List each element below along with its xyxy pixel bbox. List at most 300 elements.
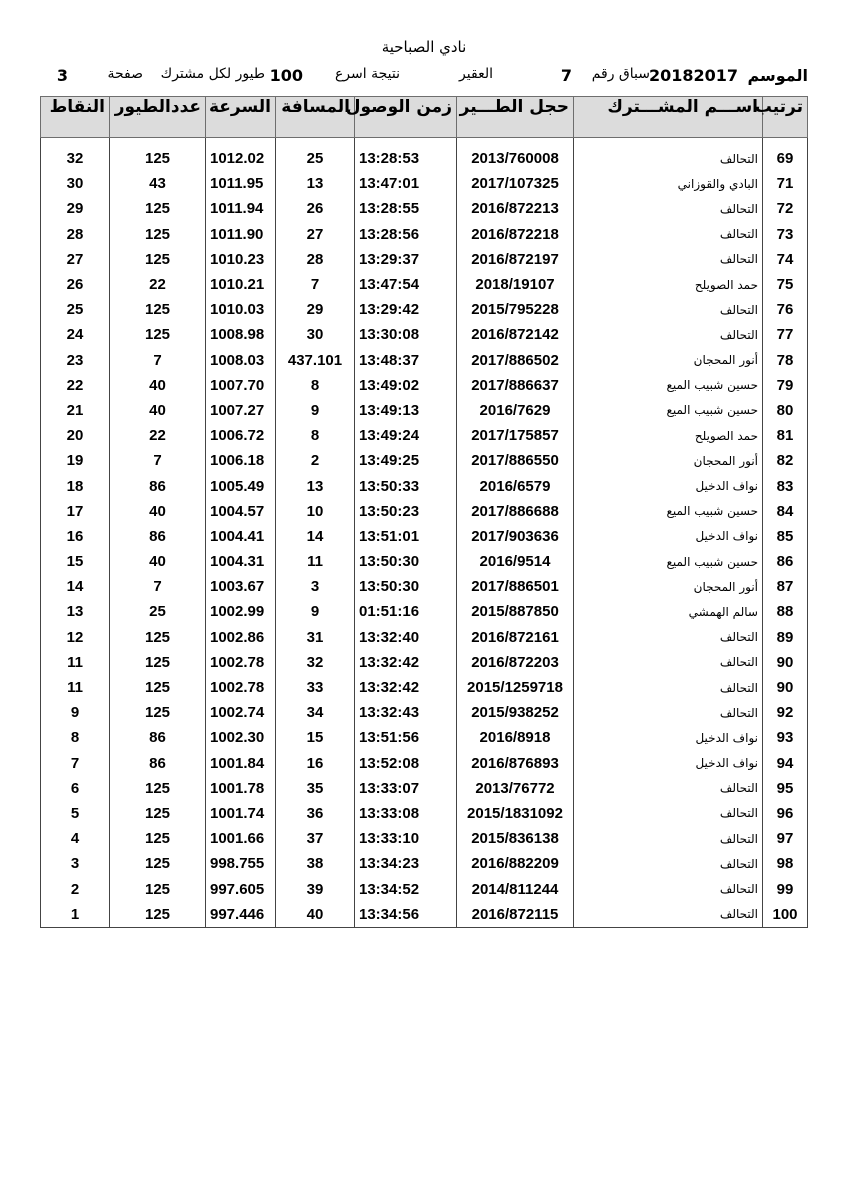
cell-birds: 125	[110, 222, 206, 247]
cell-speed: 1001.84	[206, 751, 276, 776]
table-row	[41, 876, 808, 901]
cell-arrival: 13:50:23	[355, 499, 457, 524]
table-row	[41, 574, 808, 599]
cell-name: حسين شبيب الميع	[574, 398, 763, 423]
cell-arrival: 13:50:33	[355, 473, 457, 498]
cell-birds: 86	[110, 524, 206, 549]
cell-name: التحالف	[574, 297, 763, 322]
cell-name: التحالف	[574, 146, 763, 171]
cell-name: أنور المحجان	[574, 574, 763, 599]
cell-name: حسين شبيب الميع	[574, 373, 763, 398]
cell-rank: 74	[763, 247, 808, 272]
table-row	[41, 448, 808, 473]
table-row	[41, 373, 808, 398]
season-value: 20182017	[648, 66, 738, 85]
cell-distance: 34	[276, 700, 355, 725]
cell-speed: 1001.66	[206, 826, 276, 851]
cell-speed: 1010.21	[206, 272, 276, 297]
cell-points: 25	[41, 297, 110, 322]
cell-ring: 2015/938252	[457, 700, 574, 725]
cell-ring: 2015/1259718	[457, 675, 574, 700]
table-row	[41, 398, 808, 423]
cell-rank: 87	[763, 574, 808, 599]
cell-speed: 1011.95	[206, 171, 276, 196]
cell-speed: 1002.78	[206, 675, 276, 700]
cell-name: حسين شبيب الميع	[574, 499, 763, 524]
cell-distance: 26	[276, 196, 355, 221]
table-row	[41, 650, 808, 675]
cell-name: التحالف	[574, 247, 763, 272]
cell-rank: 99	[763, 876, 808, 901]
cell-ring: 2013/760008	[457, 146, 574, 171]
cell-arrival: 13:47:54	[355, 272, 457, 297]
cell-arrival: 13:34:52	[355, 876, 457, 901]
cell-name: التحالف	[574, 196, 763, 221]
cell-speed: 1004.41	[206, 524, 276, 549]
cell-ring: 2017/886550	[457, 448, 574, 473]
cell-arrival: 13:34:56	[355, 902, 457, 928]
cell-name: التحالف	[574, 902, 763, 928]
cell-name: التحالف	[574, 851, 763, 876]
cell-name: أنور المحجان	[574, 448, 763, 473]
cell-rank: 95	[763, 776, 808, 801]
cell-birds: 125	[110, 776, 206, 801]
cell-speed: 1002.86	[206, 625, 276, 650]
cell-name: التحالف	[574, 776, 763, 801]
cell-ring: 2016/882209	[457, 851, 574, 876]
cell-distance: 38	[276, 851, 355, 876]
cell-points: 16	[41, 524, 110, 549]
cell-rank: 79	[763, 373, 808, 398]
cell-distance: 11	[276, 549, 355, 574]
table-row	[41, 700, 808, 725]
cell-speed: 1001.78	[206, 776, 276, 801]
cell-points: 22	[41, 373, 110, 398]
table-row	[41, 776, 808, 801]
table-row	[41, 549, 808, 574]
club-title: نادي الصباحية	[381, 38, 467, 56]
cell-points: 17	[41, 499, 110, 524]
cell-distance: 32	[276, 650, 355, 675]
cell-rank: 81	[763, 423, 808, 448]
table-row	[41, 902, 808, 928]
cell-rank: 98	[763, 851, 808, 876]
table-row	[41, 171, 808, 196]
cell-arrival: 13:52:08	[355, 751, 457, 776]
cell-points: 15	[41, 549, 110, 574]
cell-distance: 15	[276, 725, 355, 750]
cell-speed: 1008.03	[206, 348, 276, 373]
cell-speed: 997.605	[206, 876, 276, 901]
col-arrival-header: زمن الوصول	[355, 97, 457, 138]
cell-birds: 125	[110, 650, 206, 675]
cell-distance: 36	[276, 801, 355, 826]
table-row	[41, 322, 808, 347]
cell-points: 11	[41, 675, 110, 700]
cell-birds: 125	[110, 851, 206, 876]
cell-speed: 1002.78	[206, 650, 276, 675]
cell-rank: 94	[763, 751, 808, 776]
cell-speed: 1011.90	[206, 222, 276, 247]
cell-ring: 2014/811244	[457, 876, 574, 901]
cell-arrival: 13:49:02	[355, 373, 457, 398]
table-row	[41, 599, 808, 624]
cell-birds: 40	[110, 398, 206, 423]
table-row	[41, 222, 808, 247]
cell-speed: 997.446	[206, 902, 276, 928]
cell-birds: 125	[110, 247, 206, 272]
cell-birds: 125	[110, 902, 206, 928]
col-ring-header: حجل الطـــير	[457, 97, 574, 138]
cell-name: حسين شبيب الميع	[574, 549, 763, 574]
cell-speed: 1001.74	[206, 801, 276, 826]
cell-rank: 69	[763, 146, 808, 171]
cell-name: حمد الصويلح	[574, 423, 763, 448]
table-row	[41, 247, 808, 272]
cell-speed: 1011.94	[206, 196, 276, 221]
cell-ring: 2017/886688	[457, 499, 574, 524]
cell-distance: 31	[276, 625, 355, 650]
cell-name: نواف الدخيل	[574, 751, 763, 776]
cell-speed: 1007.70	[206, 373, 276, 398]
cell-birds: 125	[110, 826, 206, 851]
cell-ring: 2016/876893	[457, 751, 574, 776]
cell-speed: 1008.98	[206, 322, 276, 347]
cell-arrival: 13:29:37	[355, 247, 457, 272]
cell-ring: 2016/872218	[457, 222, 574, 247]
cell-birds: 86	[110, 473, 206, 498]
cell-distance: 40	[276, 902, 355, 928]
cell-rank: 71	[763, 171, 808, 196]
cell-birds: 22	[110, 423, 206, 448]
table-row	[41, 826, 808, 851]
cell-name: التحالف	[574, 322, 763, 347]
cell-name: التحالف	[574, 826, 763, 851]
cell-points: 12	[41, 625, 110, 650]
cell-ring: 2016/9514	[457, 549, 574, 574]
cell-arrival: 01:51:16	[355, 599, 457, 624]
cell-birds: 7	[110, 448, 206, 473]
cell-arrival: 13:51:56	[355, 725, 457, 750]
cell-points: 18	[41, 473, 110, 498]
cell-points: 3	[41, 851, 110, 876]
cell-ring: 2017/886637	[457, 373, 574, 398]
cell-speed: 1007.27	[206, 398, 276, 423]
cell-distance: 2	[276, 448, 355, 473]
cell-birds: 40	[110, 499, 206, 524]
cell-distance: 27	[276, 222, 355, 247]
cell-arrival: 13:33:07	[355, 776, 457, 801]
cell-speed: 1002.99	[206, 599, 276, 624]
table-row	[41, 297, 808, 322]
cell-distance: 437.101	[276, 348, 355, 373]
table-row	[41, 675, 808, 700]
cell-ring: 2016/8918	[457, 725, 574, 750]
cell-speed: 1002.74	[206, 700, 276, 725]
cell-ring: 2016/872142	[457, 322, 574, 347]
cell-name: التحالف	[574, 675, 763, 700]
cell-birds: 125	[110, 146, 206, 171]
cell-distance: 30	[276, 322, 355, 347]
table-row	[41, 625, 808, 650]
cell-points: 30	[41, 171, 110, 196]
cell-arrival: 13:48:37	[355, 348, 457, 373]
table-row	[41, 423, 808, 448]
cell-rank: 93	[763, 725, 808, 750]
cell-points: 13	[41, 599, 110, 624]
cell-distance: 37	[276, 826, 355, 851]
cell-rank: 88	[763, 599, 808, 624]
cell-ring: 2015/795228	[457, 297, 574, 322]
table-row	[41, 851, 808, 876]
cell-points: 9	[41, 700, 110, 725]
cell-points: 26	[41, 272, 110, 297]
cell-rank: 86	[763, 549, 808, 574]
cell-ring: 2016/6579	[457, 473, 574, 498]
cell-birds: 7	[110, 348, 206, 373]
cell-arrival: 13:29:42	[355, 297, 457, 322]
cell-rank: 90	[763, 675, 808, 700]
cell-arrival: 13:32:43	[355, 700, 457, 725]
cell-ring: 2016/872203	[457, 650, 574, 675]
cell-arrival: 13:28:55	[355, 196, 457, 221]
cell-arrival: 13:49:13	[355, 398, 457, 423]
cell-rank: 77	[763, 322, 808, 347]
cell-ring: 2015/836138	[457, 826, 574, 851]
cell-rank: 84	[763, 499, 808, 524]
cell-birds: 40	[110, 549, 206, 574]
cell-name: سالم الهمشي	[574, 599, 763, 624]
cell-name: أنور المحجان	[574, 348, 763, 373]
cell-speed: 1005.49	[206, 473, 276, 498]
page-label: صفحة	[107, 66, 143, 82]
cell-arrival: 13:28:56	[355, 222, 457, 247]
cell-rank: 92	[763, 700, 808, 725]
cell-rank: 83	[763, 473, 808, 498]
cell-name: التحالف	[574, 876, 763, 901]
cell-birds: 125	[110, 700, 206, 725]
cell-birds: 125	[110, 876, 206, 901]
cell-rank: 97	[763, 826, 808, 851]
cell-arrival: 13:32:42	[355, 650, 457, 675]
cell-speed: 1010.23	[206, 247, 276, 272]
cell-name: التحالف	[574, 222, 763, 247]
cell-speed: 1002.30	[206, 725, 276, 750]
cell-points: 24	[41, 322, 110, 347]
cell-points: 6	[41, 776, 110, 801]
col-speed-header: السرعة	[206, 97, 276, 138]
cell-speed: 998.755	[206, 851, 276, 876]
cell-points: 14	[41, 574, 110, 599]
cell-points: 19	[41, 448, 110, 473]
table-row	[41, 348, 808, 373]
race-info-line	[40, 66, 808, 92]
cell-birds: 125	[110, 801, 206, 826]
cell-birds: 43	[110, 171, 206, 196]
cell-distance: 10	[276, 499, 355, 524]
cell-points: 7	[41, 751, 110, 776]
cell-name: حمد الصويلح	[574, 272, 763, 297]
cell-distance: 29	[276, 297, 355, 322]
cell-points: 20	[41, 423, 110, 448]
cell-rank: 78	[763, 348, 808, 373]
cell-birds: 7	[110, 574, 206, 599]
table-row	[41, 473, 808, 498]
cell-name: التحالف	[574, 700, 763, 725]
cell-rank: 76	[763, 297, 808, 322]
table-row	[41, 196, 808, 221]
results-body	[41, 138, 808, 928]
cell-arrival: 13:32:40	[355, 625, 457, 650]
cell-distance: 7	[276, 272, 355, 297]
cell-arrival: 13:34:23	[355, 851, 457, 876]
cell-arrival: 13:33:10	[355, 826, 457, 851]
cell-birds: 125	[110, 625, 206, 650]
cell-ring: 2016/872161	[457, 625, 574, 650]
cell-ring: 2018/19107	[457, 272, 574, 297]
cell-distance: 14	[276, 524, 355, 549]
cell-points: 4	[41, 826, 110, 851]
cell-distance: 28	[276, 247, 355, 272]
cell-arrival: 13:33:08	[355, 801, 457, 826]
cell-birds: 125	[110, 322, 206, 347]
cell-name: نواف الدخيل	[574, 473, 763, 498]
cell-ring: 2017/903636	[457, 524, 574, 549]
cell-name: البادي والقوزاني	[574, 171, 763, 196]
cell-points: 11	[41, 650, 110, 675]
cell-distance: 35	[276, 776, 355, 801]
col-points-header: النقاط	[41, 97, 110, 138]
per-member-label: طيور لكل مشترك	[160, 66, 265, 82]
fastest-count: 100	[269, 66, 303, 85]
table-row	[41, 272, 808, 297]
cell-distance: 8	[276, 423, 355, 448]
cell-birds: 22	[110, 272, 206, 297]
cell-speed: 1004.57	[206, 499, 276, 524]
cell-arrival: 13:49:24	[355, 423, 457, 448]
table-header-row	[41, 97, 808, 138]
cell-birds: 40	[110, 373, 206, 398]
cell-name: التحالف	[574, 801, 763, 826]
season-label: الموسم	[747, 66, 808, 85]
cell-rank: 100	[763, 902, 808, 928]
cell-distance: 16	[276, 751, 355, 776]
cell-points: 32	[41, 146, 110, 171]
cell-arrival: 13:47:01	[355, 171, 457, 196]
cell-birds: 86	[110, 751, 206, 776]
cell-birds: 125	[110, 675, 206, 700]
cell-rank: 82	[763, 448, 808, 473]
cell-birds: 86	[110, 725, 206, 750]
cell-arrival: 13:50:30	[355, 574, 457, 599]
cell-distance: 39	[276, 876, 355, 901]
cell-ring: 2016/872115	[457, 902, 574, 928]
cell-distance: 25	[276, 146, 355, 171]
cell-ring: 2015/1831092	[457, 801, 574, 826]
cell-rank: 89	[763, 625, 808, 650]
cell-ring: 2017/107325	[457, 171, 574, 196]
results-table	[40, 96, 808, 928]
spacer-row	[41, 138, 808, 147]
table-row	[41, 499, 808, 524]
cell-birds: 125	[110, 196, 206, 221]
cell-ring: 2013/76772	[457, 776, 574, 801]
table-row	[41, 146, 808, 171]
cell-arrival: 13:28:53	[355, 146, 457, 171]
cell-rank: 75	[763, 272, 808, 297]
cell-points: 5	[41, 801, 110, 826]
cell-speed: 1010.03	[206, 297, 276, 322]
col-rank-header: ترتيب	[763, 97, 808, 138]
cell-arrival: 13:50:30	[355, 549, 457, 574]
cell-ring: 2017/886502	[457, 348, 574, 373]
race-number: 7	[560, 66, 572, 85]
cell-points: 28	[41, 222, 110, 247]
cell-birds: 125	[110, 297, 206, 322]
cell-rank: 80	[763, 398, 808, 423]
cell-speed: 1006.72	[206, 423, 276, 448]
cell-rank: 72	[763, 196, 808, 221]
table-row	[41, 524, 808, 549]
cell-distance: 13	[276, 473, 355, 498]
cell-distance: 9	[276, 599, 355, 624]
cell-name: نواف الدخيل	[574, 524, 763, 549]
cell-distance: 3	[276, 574, 355, 599]
cell-ring: 2017/175857	[457, 423, 574, 448]
cell-distance: 13	[276, 171, 355, 196]
cell-points: 1	[41, 902, 110, 928]
cell-name: التحالف	[574, 650, 763, 675]
cell-speed: 1003.67	[206, 574, 276, 599]
cell-speed: 1006.18	[206, 448, 276, 473]
cell-arrival: 13:32:42	[355, 675, 457, 700]
cell-ring: 2017/886501	[457, 574, 574, 599]
cell-points: 29	[41, 196, 110, 221]
page-number: 3	[56, 66, 68, 85]
col-birds-header: عددالطيور	[110, 97, 206, 138]
col-name-header: اســـم المشـــترك	[574, 97, 763, 138]
cell-points: 21	[41, 398, 110, 423]
location: العقير	[459, 66, 493, 82]
table-row	[41, 751, 808, 776]
col-distance-header: المسافة	[276, 97, 355, 138]
cell-ring: 2016/872197	[457, 247, 574, 272]
cell-name: نواف الدخيل	[574, 725, 763, 750]
table-row	[41, 801, 808, 826]
cell-rank: 90	[763, 650, 808, 675]
cell-ring: 2016/7629	[457, 398, 574, 423]
cell-distance: 8	[276, 373, 355, 398]
cell-speed: 1004.31	[206, 549, 276, 574]
cell-distance: 9	[276, 398, 355, 423]
cell-speed: 1012.02	[206, 146, 276, 171]
cell-ring: 2015/887850	[457, 599, 574, 624]
cell-rank: 85	[763, 524, 808, 549]
cell-points: 27	[41, 247, 110, 272]
cell-rank: 73	[763, 222, 808, 247]
cell-arrival: 13:51:01	[355, 524, 457, 549]
cell-name: التحالف	[574, 625, 763, 650]
cell-points: 2	[41, 876, 110, 901]
cell-points: 8	[41, 725, 110, 750]
cell-ring: 2016/872213	[457, 196, 574, 221]
cell-arrival: 13:49:25	[355, 448, 457, 473]
cell-arrival: 13:30:08	[355, 322, 457, 347]
result-label: نتيجة اسرع	[334, 66, 400, 82]
cell-points: 23	[41, 348, 110, 373]
cell-rank: 96	[763, 801, 808, 826]
race-label: سباق رقم	[591, 66, 650, 82]
